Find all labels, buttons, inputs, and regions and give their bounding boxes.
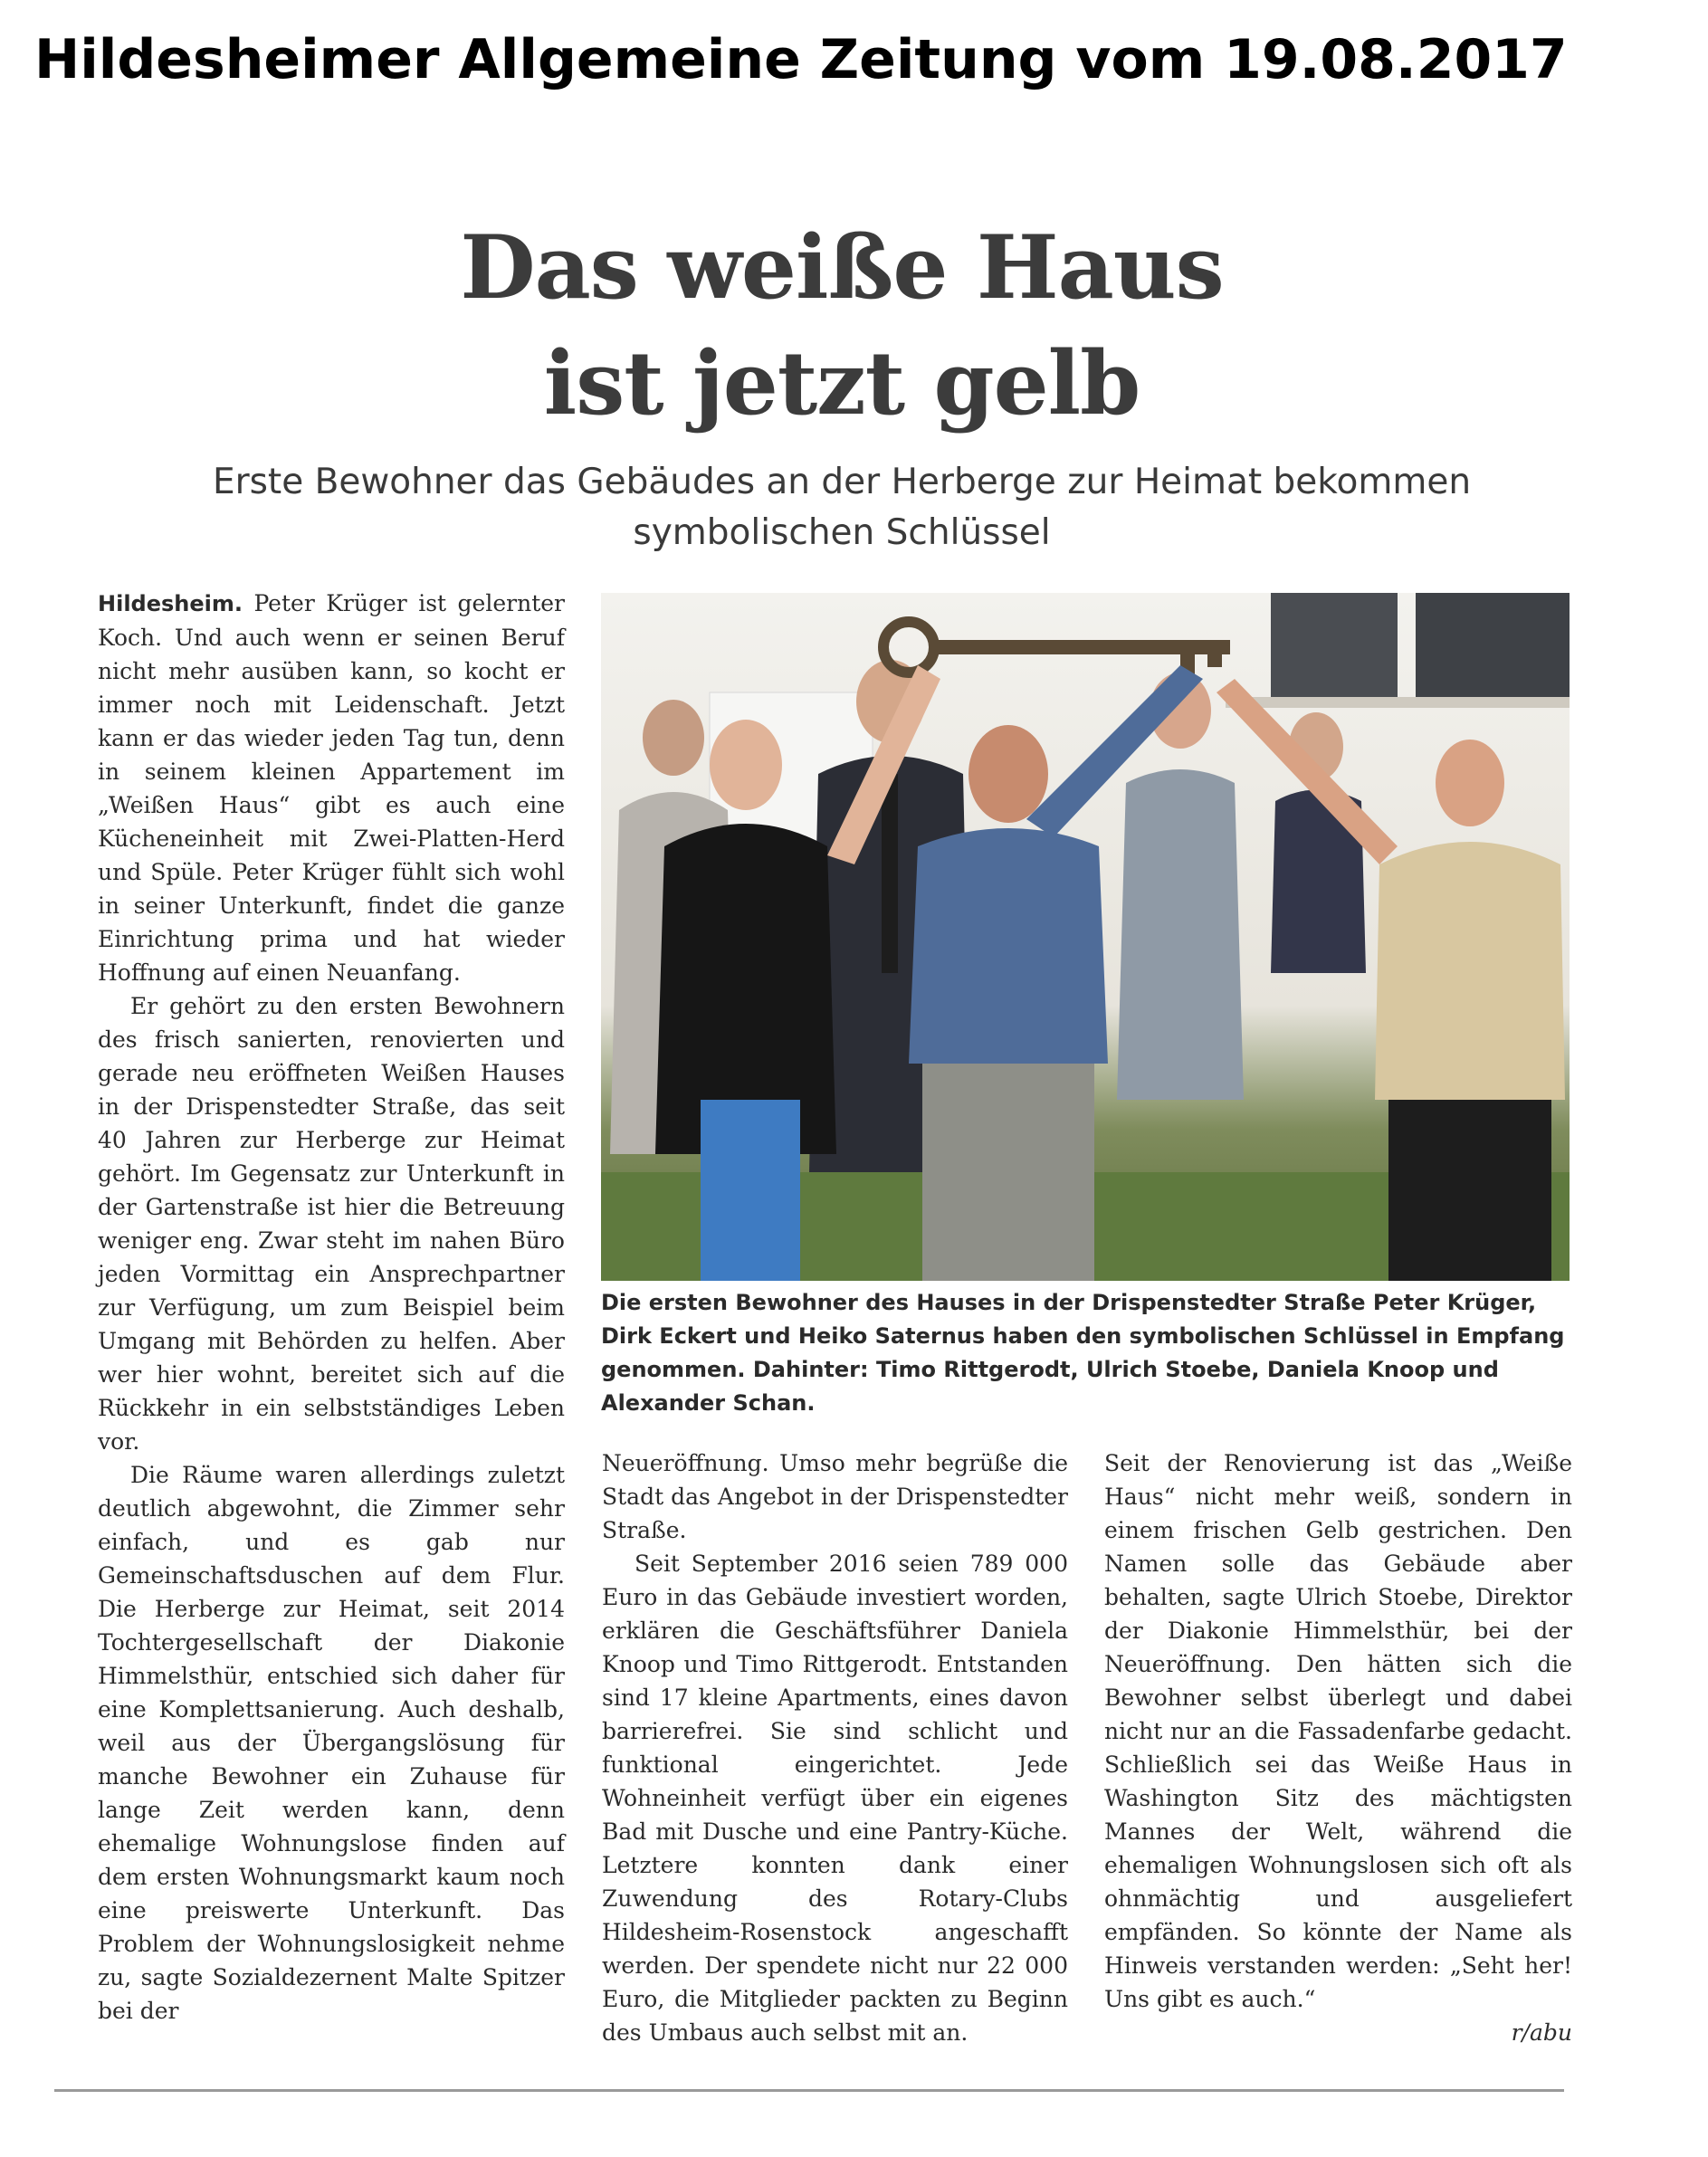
article-column-3 [1104, 1446, 1572, 2049]
article-photo [601, 593, 1570, 1281]
author-signature: r/abu [1511, 2019, 1572, 2046]
subheadline-line-1: Erste Bewohner das Gebäudes an der Herberge zur Heimat bekommen [212, 462, 1472, 502]
paragraph: Seit September 2016 seien 789 000 Euro in das Gebäude investiert worden, erklären die Geschäftsführer Daniela Knoop und Timo Rittgerodt. Entstanden sind 17 kleine Apartments, eines davon barrierefrei. Sie sind schlicht und funktional eingerichtet. Jede Wohneinheit verfügt über ein eigenes Bad mit Dusche und eine Pantry-Küche. Letztere konnten dank einer Zuwendung des Rotary-Clubs Hildesheim-Rosenstock angeschafft werden. Der spendete nicht nur 22 000 Euro, die Mitglieder packten zu Beginn des Umbaus auch selbst mit an. [602, 1551, 1068, 2046]
dateline: Hildesheim. [98, 591, 243, 616]
paragraph [98, 587, 565, 989]
article-headline [136, 210, 1548, 442]
paragraph-text: Peter Krüger ist gelernter Koch. Und auch wenn er seinen Beruf nicht mehr ausüben kann, so kocht er immer noch mit Leidenschaft. Jetzt kann er das wieder jeden Tag tun, denn in seinem kleinen Appartement im „Weißen Haus“ gibt es auch eine Kücheneinheit mit Zwei-Platten-Herd und Spüle. Peter Krüger fühlt sich wohl in seiner Unterkunft, findet die ganze Einrichtung prima und hat wieder Hoffnung auf einen Neuanfang. [98, 590, 565, 986]
paragraph: Die Räume waren allerdings zuletzt deutlich abgewohnt, die Zimmer sehr einfach, und es gab nur Gemeinschaftsduschen auf dem Flur. Die Herberge zur Heimat, seit 2014 Tochtergesellschaft der Diakonie Himmelsthür, entschied sich daher für eine Komplettsanierung. Auch deshalb, weil aus der Übergangslösung für manche Bewohner ein Zuhause für lange Zeit werden kann, denn ehemalige Wohnungslose finden auf dem ersten Wohnungsmarkt kaum noch eine preiswerte Unterkunft. Das Problem der Wohnungslosigkeit nehme zu, sagte Sozialdezernent Malte Spitzer bei der [98, 1462, 565, 2024]
headline-line-2: ist jetzt gelb [543, 332, 1140, 434]
article-column-1 [98, 587, 565, 2028]
subheadline-line-2: symbolischen Schlüssel [633, 512, 1051, 553]
photo-illustration [601, 593, 1570, 1281]
article-subheadline [109, 457, 1575, 558]
photo-caption: Die ersten Bewohner des Hauses in der Drispenstedter Straße Peter Krüger, Dirk Eckert und Heiko Saternus haben den symbolischen Schlüssel in Empfang genommen. Dahinter: Timo Rittgerodt, Ulrich Stoebe, Daniela Knoop und Alexander Schan. [601, 1290, 1565, 1416]
paragraph: Seit der Renovierung ist das „Weiße Haus“ nicht mehr weiß, sondern in einem frischen Gelb gestrichen. Den Namen solle das Gebäude aber behalten, sagte Ulrich Stoebe, Direktor der Diakonie Himmelsthür, bei der Neueröffnung. Den hätten sich die Bewohner selbst überlegt und dabei nicht nur an die Fassadenfarbe gedacht. Schließlich sei das Weiße Haus in Washington Sitz des mächtigsten Mannes der Welt, während die ehemaligen Wohnungslosen sich oft als ohnmächtig und ausgeliefert empfänden. So könnte der Name als Hinweis verstanden werden: „Seht her! Uns gibt es auch.“ [1104, 1450, 1572, 2012]
newspaper-source-line: Hildesheimer Allgemeine Zeitung vom 19.08.2017 [34, 28, 1568, 91]
paragraph: Er gehört zu den ersten Bewohnern des frisch sanierten, renovierten und gerade neu eröffneten Weißen Hauses in der Drispenstedter Straße, das seit 40 Jahren zur Herberge zur Heimat gehört. Im Gegensatz zur Unterkunft in der Gartenstraße ist hier die Betreuung weniger eng. Zwar steht im nahen Büro jeden Vormittag ein Ansprechpartner zur Verfügung, um zum Beispiel beim Umgang mit Behörden zu helfen. Aber wer hier wohnt, bereitet sich auf die Rückkehr in ein selbstständiges Leben vor. [98, 993, 565, 1455]
paragraph: Neueröffnung. Umso mehr begrüße die Stadt das Angebot in der Drispenstedter Straße. [602, 1450, 1068, 1543]
bottom-divider [54, 2089, 1564, 2092]
article-column-2 [602, 1446, 1068, 2049]
headline-line-1: Das weiße Haus [460, 216, 1224, 319]
